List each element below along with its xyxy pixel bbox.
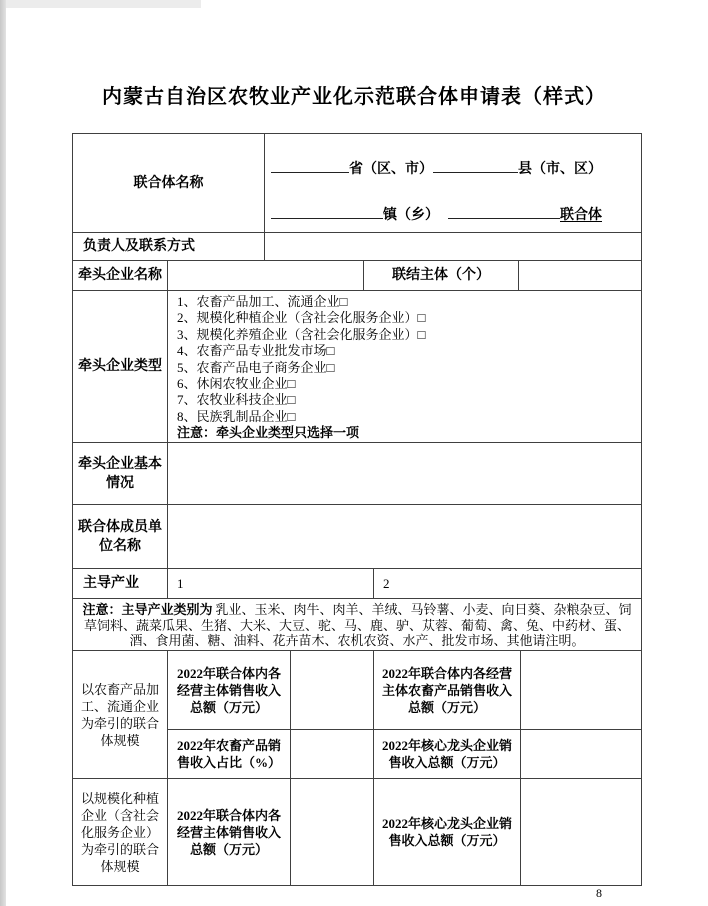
section-processing-subrow-1 — [167, 651, 641, 729]
table-row-contact — [73, 232, 641, 260]
page-edge-shadow — [0, 0, 6, 906]
lead-name-label: 牵头企业名称 — [78, 268, 162, 283]
table-row-lead-basic — [73, 442, 641, 504]
lead-type-option-4: 4、农畜产品专业批发市场□ — [177, 343, 335, 359]
lead-type-options-cell — [167, 291, 641, 442]
metric-value-cell — [290, 651, 373, 729]
metric-value-cell — [520, 651, 641, 729]
blank-line — [271, 204, 383, 219]
union-name-value-cell — [264, 134, 641, 232]
table-row-section-processing — [73, 650, 641, 778]
members-label: 联合体成员单位名称 — [78, 519, 162, 554]
industry-note-bold: 注意：主导产业类别为 — [82, 602, 213, 617]
industry-note-cell — [73, 599, 641, 650]
form-title: 内蒙古自治区农牧业产业化示范联合体申请表（样式） — [102, 86, 606, 108]
page-edge-shadow-top — [6, 0, 201, 8]
contact-value-cell — [264, 233, 641, 260]
section-planting-grid — [167, 779, 641, 885]
metric-label: 2022年农畜产品销售收入占比（%） — [167, 730, 290, 778]
lead-type-option-7: 7、农牧业科技企业□ — [177, 392, 296, 408]
table-row-main-industry — [73, 568, 641, 598]
county-suffix: 县（市、区） — [518, 162, 602, 177]
table-row-members — [73, 504, 641, 568]
metric-label: 2022年联合体内各经营主体销售收入总额（万元） — [167, 779, 290, 885]
linked-entities-value-cell — [518, 261, 641, 290]
metric-value-cell — [520, 779, 641, 885]
section-planting-label: 以规模化种植企业（含社会化服务企业）为牵引的联合体规模 — [80, 790, 159, 874]
blank-line — [433, 158, 518, 173]
main-industry-cell-1: 1 — [167, 569, 373, 598]
section-processing-grid — [167, 651, 641, 778]
lead-type-note: 注意：牵头企业类型只选择一项 — [177, 425, 360, 441]
lead-basic-label: 牵头企业基本情况 — [78, 456, 162, 491]
metric-value-cell — [520, 730, 641, 778]
town-suffix: 镇（乡） — [383, 208, 439, 223]
lead-type-option-8: 8、民族乳制品企业□ — [177, 408, 296, 424]
lead-type-option-3: 3、规模化养殖企业（含社会化服务企业）□ — [177, 326, 426, 342]
linked-entities-label: 联结主体（个） — [363, 261, 518, 290]
contact-label: 负责人及联系方式 — [83, 239, 195, 254]
application-form-table — [72, 133, 642, 886]
metric-label: 2022年联合体内各经营主体农畜产品销售收入总额（万元） — [373, 651, 520, 729]
table-row-lead-type — [73, 290, 641, 442]
section-planting-subrow-1 — [167, 779, 641, 885]
province-suffix: 省（区、市） — [349, 162, 433, 177]
union-suffix: 联合体 — [560, 208, 602, 223]
lead-basic-value-cell — [167, 443, 641, 504]
lead-type-option-1: 1、农畜产品加工、流通企业□ — [177, 294, 348, 309]
blank-line — [448, 204, 560, 219]
metric-label: 2022年核心龙头企业销售收入总额（万元） — [373, 779, 520, 885]
members-value-cell — [167, 505, 641, 568]
union-name-line1 — [271, 158, 635, 178]
lead-type-option-2: 2、规模化种植企业（含社会化服务企业）□ — [177, 310, 426, 326]
main-industry-cell-2: 2 — [373, 569, 641, 598]
industry-note-text: 乳业、玉米、肉牛、肉羊、羊绒、马铃薯、小麦、向日葵、杂粮杂豆、饲草饲料、蔬菜瓜果、生猪、大米、大豆、驼、马、鹿、驴、苁蓉、葡萄、禽、兔、中药材、蛋、酒、食用菌、糖、油料、花卉苗木、农机农资、水产、批发市场、其他请注明。 — [83, 602, 632, 648]
section-processing-label: 以农畜产品加工、流通企业为牵引的联合体规模 — [80, 681, 159, 748]
metric-label: 2022年核心龙头企业销售收入总额（万元） — [373, 730, 520, 778]
union-name-line2 — [271, 204, 635, 224]
table-row-lead-name — [73, 260, 641, 290]
union-name-label: 联合体名称 — [133, 175, 204, 191]
metric-value-cell — [290, 730, 373, 778]
table-row-section-planting — [73, 778, 641, 885]
lead-name-value-cell — [167, 261, 363, 290]
section-processing-subrow-2 — [167, 729, 641, 778]
lead-type-option-5: 5、农畜产品电子商务企业□ — [177, 359, 335, 375]
metric-label: 2022年联合体内各经营主体销售收入总额（万元） — [167, 651, 290, 729]
page-number: 8 — [596, 886, 602, 900]
table-row-industry-note — [73, 598, 641, 650]
lead-type-label: 牵头企业类型 — [78, 359, 162, 374]
table-row-union-name — [73, 134, 641, 232]
lead-type-option-6: 6、休闲农牧业企业□ — [177, 376, 296, 392]
main-industry-label: 主导产业 — [83, 576, 139, 591]
metric-value-cell — [290, 779, 373, 885]
blank-line — [271, 158, 349, 173]
